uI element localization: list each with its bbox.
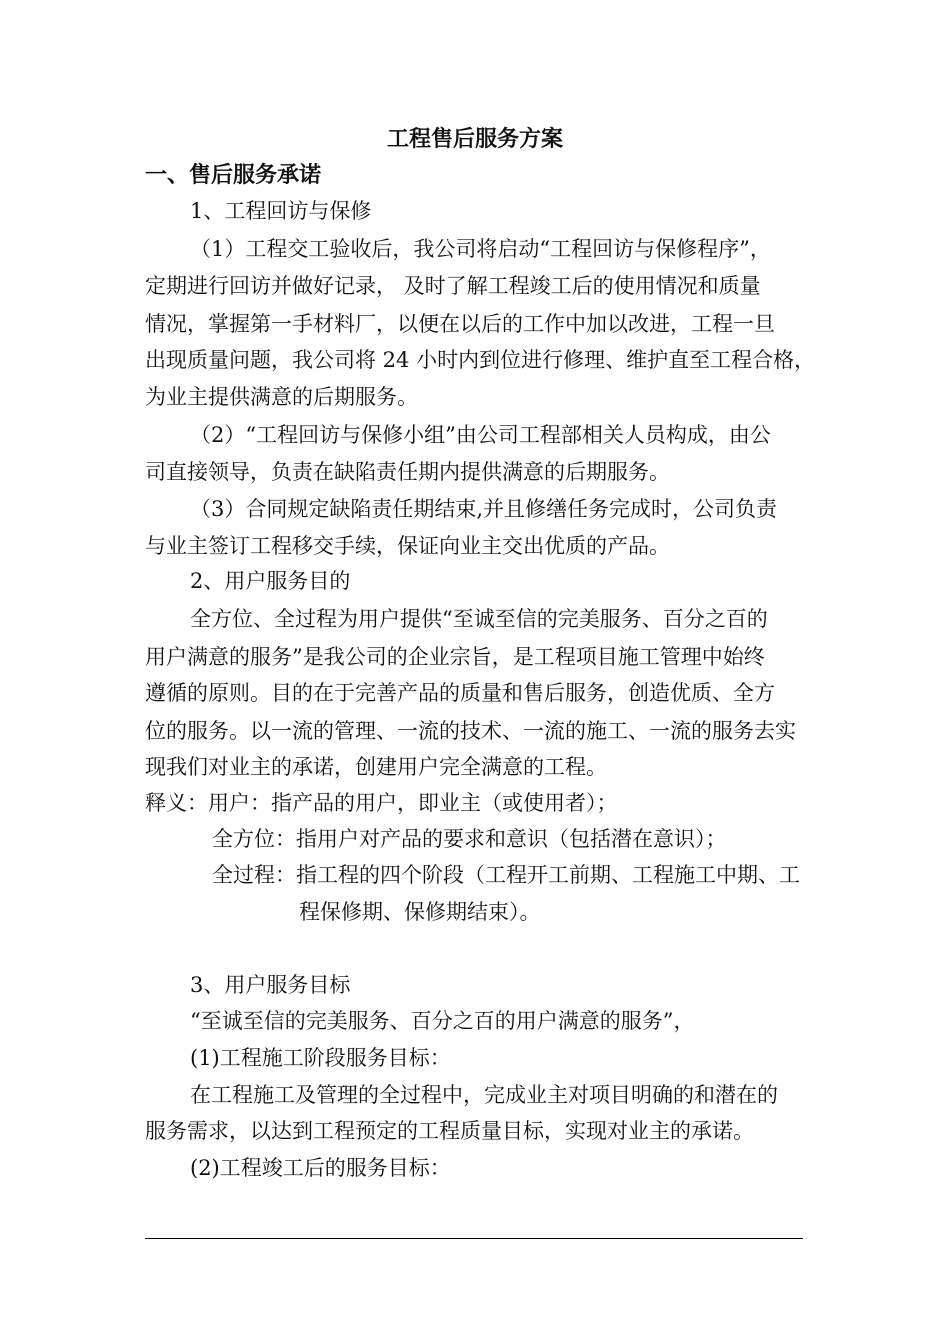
paragraph-line: 司直接领导，负责在缺陷责任期内提供满意的后期服务。 [145, 460, 670, 484]
definition-line: 全方位：指用户对产品的要求和意识（包括潜在意识）； [212, 827, 727, 851]
paragraph-line: 情况，掌握第一手材料厂，以便在以后的工作中加以改进，工程一旦 [145, 312, 775, 336]
slogan-line: “至诚至信的完美服务、百分之百的用户满意的服务”， [190, 1009, 695, 1033]
paragraph-line: 用户满意的服务”是我公司的企业宗旨，是工程项目施工管理中始终 [145, 645, 765, 669]
paragraph-line: 在工程施工及管理的全过程中，完成业主对项目明确的和潜在的 [190, 1083, 778, 1107]
paragraph-line: 出现质量问题，我公司将 24 小时内到位进行修理、维护直至工程合格， [145, 348, 816, 372]
paragraph-line: 服务需求，以达到工程预定的工程质量目标，实现对业主的承诺。 [145, 1119, 754, 1143]
paragraph-line: 与业主签订工程移交手续，保证向业主交出优质的产品。 [145, 534, 670, 558]
paragraph-line: （3）合同规定缺陷责任期结束,并且修缮任务完成时，公司负责 [190, 497, 778, 521]
paragraph-line: 现我们对业主的承诺，创建用户完全满意的工程。 [145, 755, 607, 779]
paragraph-line: 位的服务。以一流的管理、一流的技术、一流的施工、一流的服务去实 [145, 719, 796, 743]
paragraph-line: 全方位、全过程为用户提供“至诚至信的完美服务、百分之百的 [190, 607, 768, 631]
document-title: 工程售后服务方案 [387, 126, 564, 152]
footer-rule [145, 1238, 803, 1239]
definition-line: 释义：用户：指产品的用户，即业主（或使用者）； [145, 791, 618, 815]
definition-line: 程保修期、保修期结束）。 [299, 900, 541, 924]
paragraph-line: 为业主提供满意的后期服务。 [145, 385, 418, 409]
subsection-heading: 3、用户服务目标 [190, 973, 351, 997]
goal-heading: (1)工程施工阶段服务目标： [190, 1046, 451, 1070]
section-heading: 一、售后服务承诺 [145, 162, 322, 188]
paragraph-line: （2）“工程回访与保修小组”由公司工程部相关人员构成，由公 [190, 423, 771, 447]
subsection-heading: 2、用户服务目的 [190, 569, 351, 593]
definition-line: 全过程：指工程的四个阶段（工程开工前期、工程施工中期、工 [212, 863, 800, 887]
paragraph-line: （1）工程交工验收后，我公司将启动“工程回访与保修程序”， [190, 237, 771, 261]
paragraph-line: 遵循的原则。目的在于完善产品的质量和售后服务，创造优质、全方 [145, 681, 775, 705]
paragraph-line: 定期进行回访并做好记录， 及时了解工程竣工后的使用情况和质量 [145, 274, 761, 298]
subsection-heading: 1、工程回访与保修 [190, 199, 372, 223]
goal-heading: (2)工程竣工后的服务目标： [190, 1156, 451, 1180]
